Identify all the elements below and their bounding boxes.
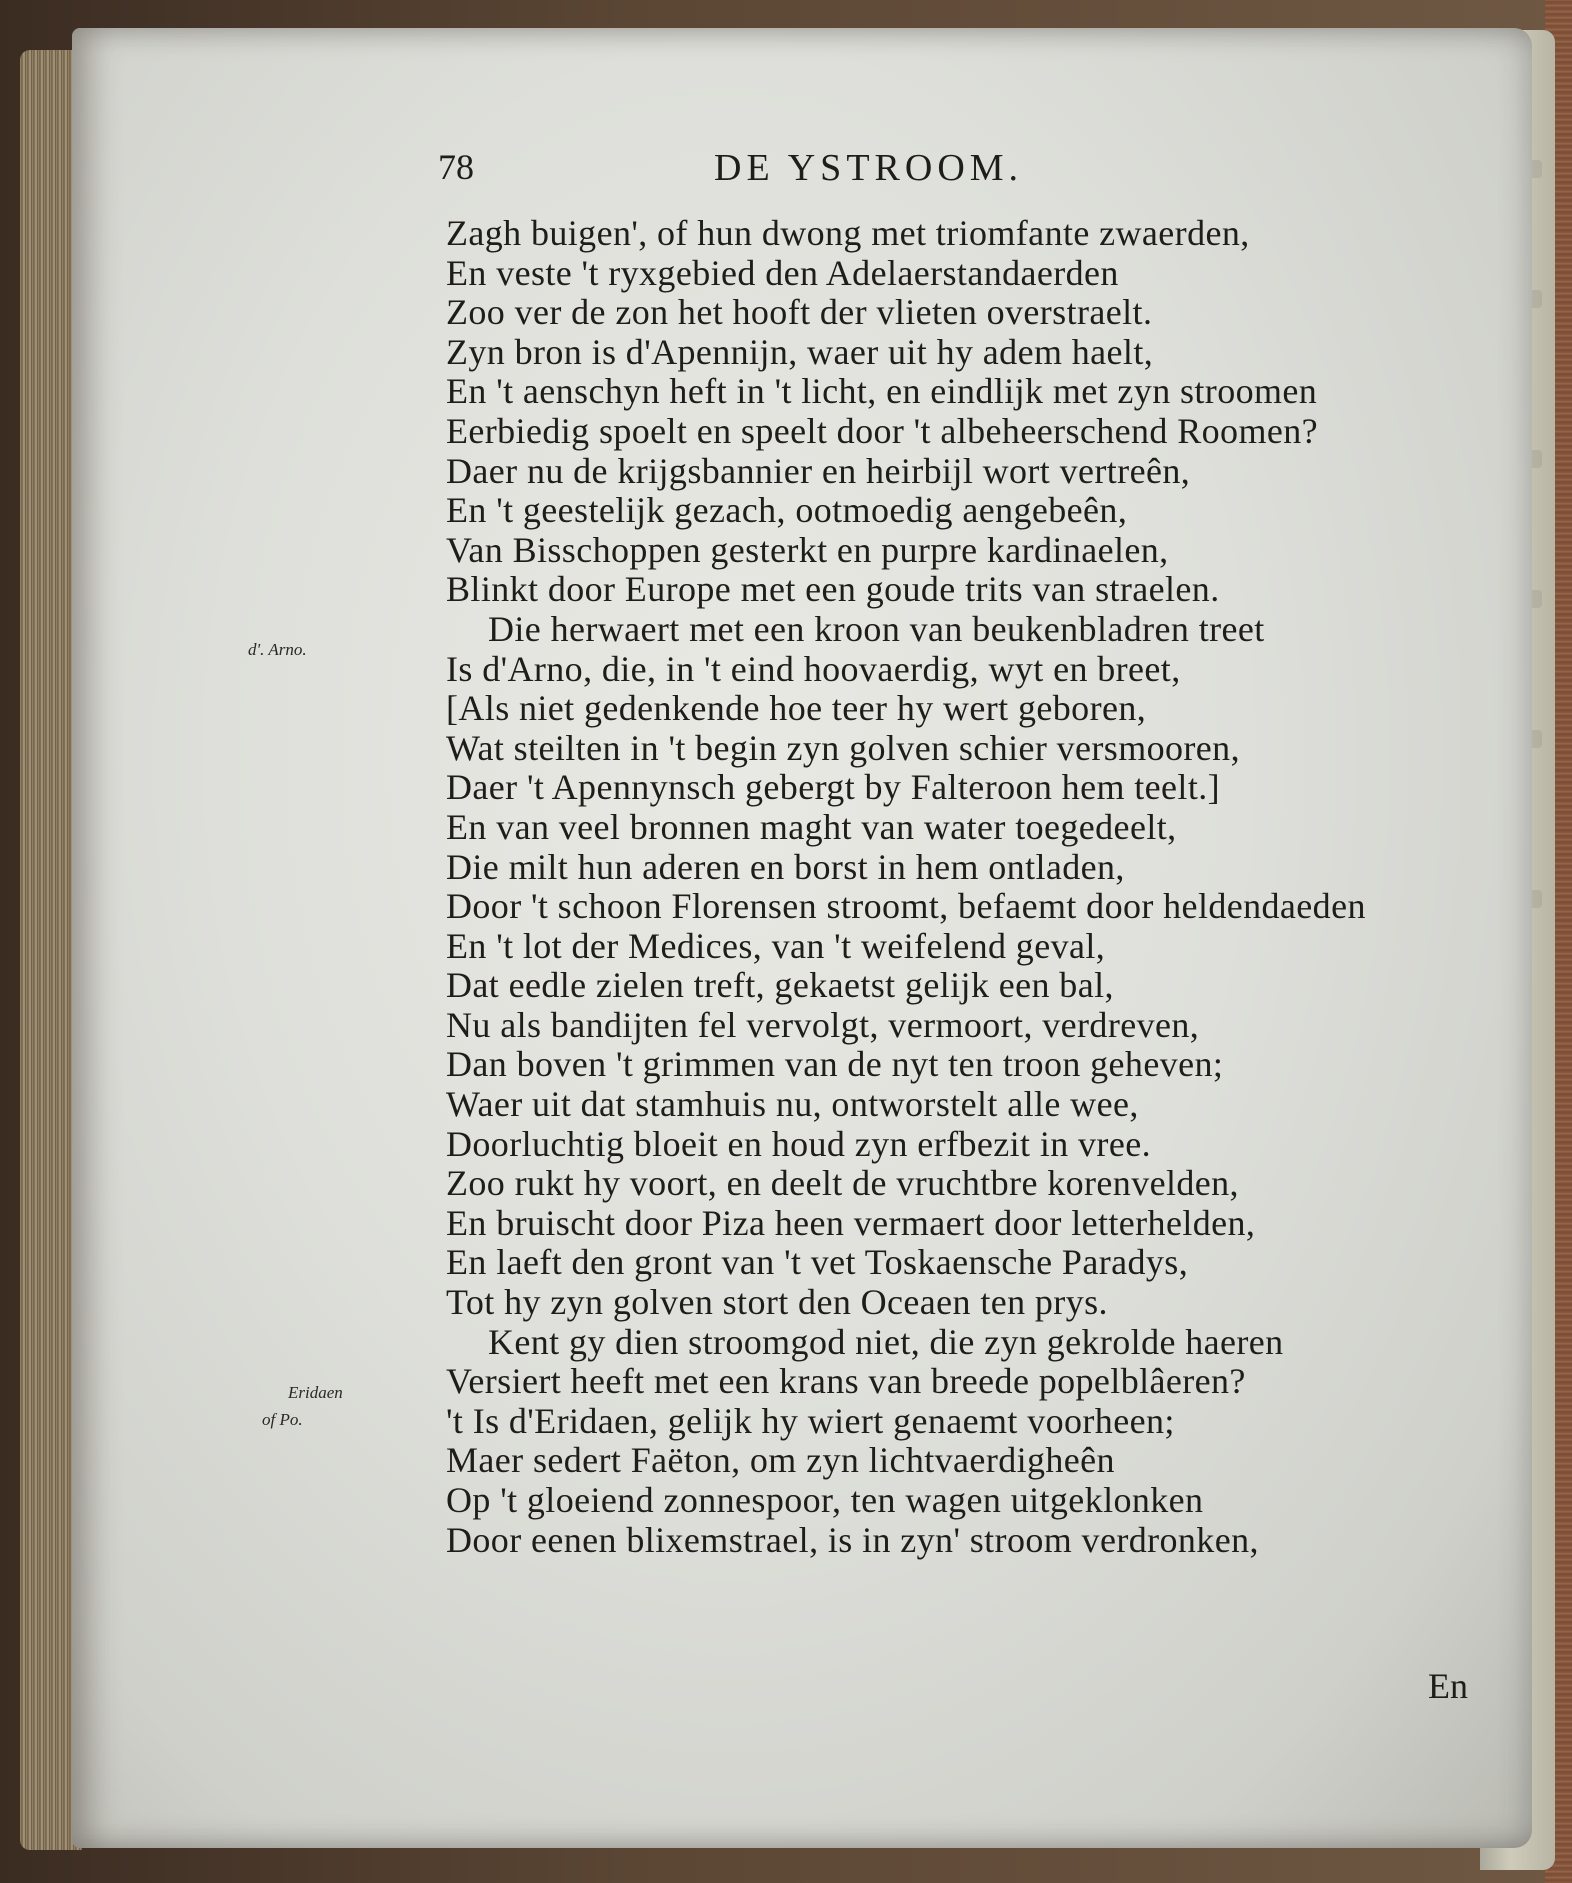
verse-line: Op 't gloeiend zonnespoor, ten wagen uitgeklonken bbox=[446, 1480, 1204, 1520]
verse-line: Maer sedert Faëton, om zyn lichtvaerdigheên bbox=[446, 1440, 1115, 1481]
verse-line: [Als niet gedenkende hoe teer hy wert geboren, bbox=[446, 688, 1147, 729]
running-title: DE YSTROOM. bbox=[714, 147, 1024, 189]
verse-line: Is d'Arno, die, in 't eind hoovaerdig, wyt en breet, bbox=[446, 648, 1181, 689]
verse-line: Die herwaert met een kroon van beukenbladren treet bbox=[488, 608, 1265, 649]
verse-line: Eerbiedig spoelt en speelt door 't albeheerschend Roomen? bbox=[446, 410, 1318, 451]
book-page bbox=[72, 28, 1532, 1848]
margin-note-eridaen: Eridaen bbox=[288, 1383, 343, 1402]
verse-line: En 't lot der Medices, van 't weifelend geval, bbox=[446, 925, 1106, 966]
verse-line: Zagh buigen', of hun dwong met triomfante zwaerden, bbox=[446, 213, 1250, 253]
verse-line: En van veel bronnen maght van water toegedeelt, bbox=[446, 806, 1177, 847]
verse-line: Door eenen blixemstrael, is in zyn' stroom verdronken, bbox=[446, 1519, 1259, 1560]
verse-line: Doorluchtig bloeit en houd zyn erfbezit in vree. bbox=[446, 1123, 1151, 1164]
verse-line: Blinkt door Europe met een goude trits van straelen. bbox=[446, 569, 1220, 610]
margin-note-po: of Po. bbox=[262, 1410, 303, 1429]
verse-line: Zyn bron is d'Apennijn, waer uit hy adem haelt, bbox=[446, 331, 1154, 372]
verse-line: Door 't schoon Florensen stroomt, befaemt door heldendaeden bbox=[446, 886, 1366, 927]
verse-line: En bruischt door Piza heen vermaert door letterhelden, bbox=[446, 1202, 1256, 1243]
margin-note-arno: d'. Arno. bbox=[248, 640, 307, 659]
verse-line: En 't geestelijk gezach, ootmoedig aengebeên, bbox=[446, 490, 1128, 531]
verse-line: Daer 't Apennynsch gebergt by Falteroon hem teelt.] bbox=[446, 767, 1221, 808]
verse-line: En 't aenschyn heft in 't licht, en eindlijk met zyn stroomen bbox=[446, 371, 1318, 412]
verse-line: Dan boven 't grimmen van de nyt ten troon geheven; bbox=[446, 1044, 1224, 1085]
verse-line: Kent gy dien stroomgod niet, die zyn gekrolde haeren bbox=[488, 1321, 1284, 1362]
page-number: 78 bbox=[438, 147, 474, 187]
verse-line: Waer uit dat stamhuis nu, ontworstelt alle wee, bbox=[446, 1084, 1139, 1125]
verse-line: En veste 't ryxgebied den Adelaerstandaerden bbox=[446, 252, 1119, 293]
verse-line: Tot hy zyn golven stort den Oceaen ten prys. bbox=[446, 1282, 1108, 1323]
catchword: En bbox=[1428, 1666, 1468, 1706]
verse-line: Versiert heeft met een krans van breede popelblâeren? bbox=[446, 1361, 1246, 1402]
verse-line: En laeft den gront van 't vet Toskaensche Paradys, bbox=[446, 1242, 1189, 1283]
verse-line: Zoo ver de zon het hooft der vlieten overstraelt. bbox=[446, 292, 1153, 333]
verse-line: Van Bisschoppen gesterkt en purpre kardinaelen, bbox=[446, 529, 1169, 570]
page-header bbox=[438, 146, 1238, 190]
verse-line: 't Is d'Eridaen, gelijk hy wiert genaemt voorheen; bbox=[446, 1400, 1175, 1441]
verse-line: Daer nu de krijgsbannier en heirbijl wort vertreên, bbox=[446, 450, 1191, 491]
verse-line: Die milt hun aderen en borst in hem ontladen, bbox=[446, 846, 1125, 887]
verse-line: Nu als bandijten fel vervolgt, vermoort, verdreven, bbox=[446, 1004, 1200, 1045]
verse-block bbox=[446, 214, 1496, 1560]
verse-line: Zoo rukt hy voort, en deelt de vruchtbre korenvelden, bbox=[446, 1163, 1239, 1204]
verse-line: Dat eedle zielen treft, gekaetst gelijk een bal, bbox=[446, 965, 1114, 1006]
verse-line: Wat steilten in 't begin zyn golven schier versmooren, bbox=[446, 727, 1240, 768]
